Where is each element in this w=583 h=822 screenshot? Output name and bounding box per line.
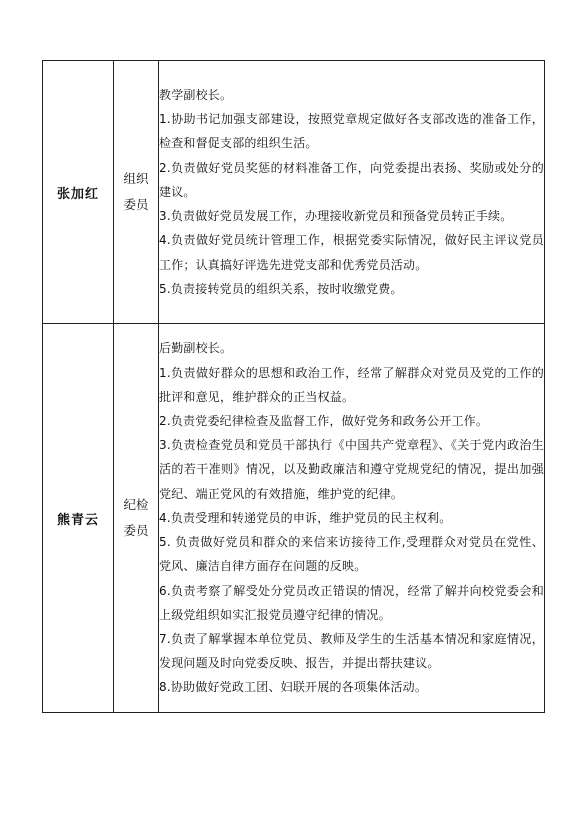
- duty-item: 3.负责做好党员发展工作，办理接收新党员和预备党员转正手续。: [159, 209, 513, 224]
- member-role: [114, 324, 159, 713]
- duty-description: [159, 324, 545, 713]
- table-row: [43, 61, 545, 324]
- duty-item: 4.负责做好党员统计管理工作，根据党委实际情况，做好民主评议党员工作；认真搞好评选先进党支部和优秀党员活动。: [159, 233, 544, 272]
- duty-item: 教学副校长。: [159, 88, 233, 103]
- duty-item: 5.负责接转党员的组织关系，按时收缴党费。: [159, 281, 403, 296]
- duty-item: 1.协助书记加强支部建设，按照党章规定做好各支部改选的准备工作，检查和督促支部的组织生活。: [159, 112, 544, 151]
- duty-item: 4.负责受理和转递党员的申诉，维护党员的民主权利。: [159, 510, 452, 525]
- duty-item: 8.协助做好党政工团、妇联开展的各项集体活动。: [159, 680, 428, 695]
- duty-item: 后勤副校长。: [159, 341, 233, 356]
- member-role: [114, 61, 159, 324]
- duty-item: 2.负责党委纪律检查及监督工作，做好党务和政务公开工作。: [159, 414, 489, 429]
- duty-item: 1.负责做好群众的思想和政治工作，经常了解群众对党员及党的工作的批评和意见，维护群众的正当权益。: [159, 365, 544, 404]
- member-name: 熊青云: [43, 324, 114, 713]
- role-line: 纪检: [123, 497, 149, 512]
- duty-description: [159, 61, 545, 324]
- duty-item: 7.负责了解掌握本单位党员、教师及学生的生活基本情况和家庭情况，发现问题及时向党委反映、报告，并提出帮扶建议。: [159, 631, 544, 671]
- duty-item: 3.负责检查党员和党员干部执行《中国共产党章程》、《关于党内政治生活的若干准则》情况，以及勤政廉洁和遵守党规党纪的情况，提出加强党纪、端正党风的有效措施，维护党的纪律。: [159, 438, 544, 501]
- member-name: 张加红: [43, 61, 114, 324]
- table-row: [43, 324, 545, 713]
- duty-item: 5. 负责做好党员和群众的来信来访接待工作,受理群众对党员在党性、党风、廉洁自律方面存在问题的反映。: [159, 535, 544, 574]
- duty-item: 6.负责考察了解受处分党员改正错误的情况，经常了解并向校党委会和上级党组织如实汇报党员遵守纪律的情况。: [159, 583, 544, 622]
- duty-item: 2.负责做好党员奖惩的材料准备工作，向党委提出表扬、奖励或处分的建议。: [159, 160, 544, 199]
- role-line: 组织: [123, 171, 149, 186]
- role-line: 委员: [123, 523, 149, 538]
- role-line: 委员: [123, 197, 149, 212]
- duty-table: [42, 60, 545, 713]
